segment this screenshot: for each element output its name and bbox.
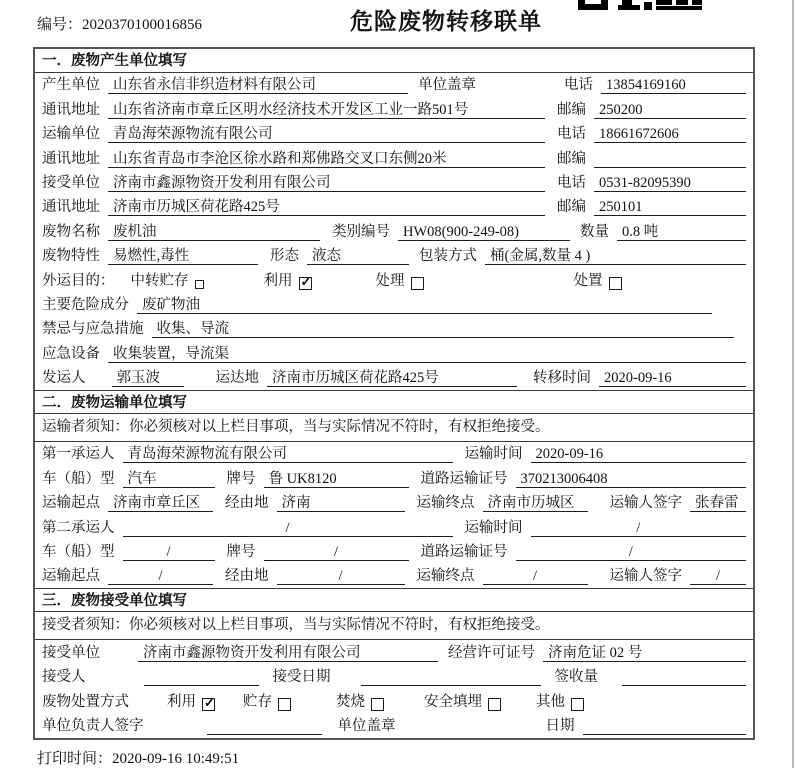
disposal-store-checkbox[interactable] [278, 698, 291, 711]
quantity-label: 数量 [580, 223, 609, 240]
receiver-notice: 接受者须知：你必须核对以上栏目事项，当与实际情况不符时，有权拒绝接受。 [35, 612, 753, 640]
via-label: 经由地 [225, 568, 269, 585]
second-route-row [35, 564, 753, 588]
second-transport-time-field: / [531, 519, 747, 537]
second-carrier-row [35, 515, 753, 539]
destination-label: 运达地 [215, 370, 259, 387]
emergency-equipment-row [35, 341, 753, 365]
accept-unit-label: 接受单位 [42, 644, 100, 661]
road-permit-label: 道路运输证号 [420, 544, 508, 561]
accept-unit-field: 济南市鑫源物资开发利用有限公司 [138, 644, 438, 662]
producer-address-row [35, 97, 753, 121]
receiver-row [35, 171, 753, 195]
receiver-address-row [35, 195, 753, 219]
second-plate-number-field: / [264, 543, 409, 561]
second-via-field: / [277, 567, 405, 585]
purpose-option-transfer [131, 272, 204, 290]
main-hazard-row [35, 293, 753, 317]
address-label: 通讯地址 [42, 199, 100, 216]
first-vehicle-type-field: 汽车 [123, 470, 215, 488]
origin-label: 运输起点 [42, 495, 100, 512]
disposal-option-store [243, 693, 291, 711]
transfer-time-field: 2020-09-16 [599, 369, 746, 387]
waste-name-row [35, 219, 753, 243]
date-label: 日期 [545, 717, 575, 734]
first-via-field: 济南 [277, 494, 405, 512]
producer-zip-field: 250200 [594, 101, 746, 119]
form-state-field: 液态 [307, 247, 409, 265]
transporter-address-row [35, 146, 753, 170]
purpose-dispose-checkbox[interactable] [609, 277, 622, 290]
phone-label: 电话 [557, 174, 586, 191]
disposal-use-checkbox[interactable] [202, 694, 215, 711]
waste-trait-label: 废物特性 [42, 248, 100, 265]
second-end-field: / [483, 567, 588, 585]
accept-date-label: 接受日期 [272, 669, 331, 686]
disposal-method-label: 废物处置方式 [42, 693, 129, 710]
disposal-option-other [536, 693, 584, 711]
consignor-row [35, 366, 753, 390]
transporter-notice: 运输者须知：你必须核对以上栏目事项，当与实际情况不符时，有权拒绝接受。 [35, 414, 753, 442]
second-carrier-field: / [123, 519, 453, 537]
second-carrier-sign-field: / [690, 567, 746, 585]
purpose-option-use [264, 272, 312, 290]
purpose-label: 外运目的： [42, 272, 115, 289]
amount-label: 签收量 [554, 669, 598, 686]
doc-number-label: 编号： [37, 17, 83, 33]
transport-time-label: 运输时间 [464, 519, 523, 536]
receiver-name-field: 济南市鑫源物资开发利用有限公司 [108, 174, 545, 192]
purpose-option-treat [376, 272, 424, 290]
form-state-label: 形态 [270, 248, 299, 265]
responsible-sign-field [207, 717, 322, 735]
section1-header: 一．废物产生单位填写 [35, 49, 753, 73]
first-carrier-sign-field: 张春雷 [690, 494, 746, 512]
first-carrier-field: 青岛海荣源物流有限公司 [123, 445, 453, 463]
main-hazard-field: 废矿物油 [137, 296, 712, 314]
transporter-zip-field [594, 150, 746, 168]
first-route-row [35, 491, 753, 515]
via-label: 经由地 [225, 495, 269, 512]
purpose-option-dispose [574, 272, 622, 290]
waste-name-label: 废物名称 [42, 223, 100, 240]
qr-code-fragment [578, 0, 702, 10]
second-origin-field: / [108, 567, 213, 585]
transport-purpose-row [35, 268, 753, 292]
packing-label: 包装方式 [419, 248, 477, 265]
producer-phone-field: 13854169160 [601, 76, 746, 94]
zip-label: 邮编 [557, 199, 586, 216]
second-vehicle-row [35, 540, 753, 564]
check-mark: ✓ [300, 273, 312, 289]
address-label: 通讯地址 [42, 101, 100, 118]
carrier-sign-label: 运输人签字 [609, 495, 682, 512]
doc-number-value: 2020370100016856 [82, 17, 203, 33]
unit-seal-label: 单位盖章 [337, 717, 396, 734]
first-vehicle-row [35, 466, 753, 490]
disposal-use-label: 利用 [167, 693, 196, 710]
purpose-use-checkbox[interactable] [299, 273, 312, 290]
recipient-label: 接受人 [42, 669, 86, 686]
receiver-zip-field: 250101 [594, 198, 746, 216]
main-hazard-label: 主要危险成分 [42, 296, 129, 313]
first-end-field: 济南市历城区 [483, 494, 588, 512]
license-label: 经营许可证号 [448, 644, 535, 661]
disposal-option-use [167, 693, 215, 711]
phone-label: 电话 [564, 77, 593, 94]
accept-date-field [361, 668, 541, 686]
taboo-measures-row [35, 317, 753, 341]
vehicle-type-label: 车（船）型 [42, 470, 115, 487]
road-permit-label: 道路运输证号 [420, 470, 508, 487]
disposal-burn-checkbox[interactable] [371, 698, 384, 711]
transporter-name-field: 青岛海荣源物流有限公司 [108, 125, 545, 143]
manifest-form [33, 47, 755, 740]
recipient-row [35, 665, 753, 689]
consignor-field: 郭玉波 [112, 369, 184, 387]
first-carrier-row [35, 442, 753, 466]
consignor-label: 发运人 [42, 370, 86, 387]
zip-label: 邮编 [557, 150, 586, 167]
print-time [37, 747, 239, 768]
first-carrier-label: 第一承运人 [42, 446, 115, 463]
transport-time-label: 运输时间 [464, 446, 523, 463]
accept-unit-row [35, 640, 753, 664]
first-plate-number-field: 鲁 UK8120 [264, 470, 409, 488]
origin-label: 运输起点 [42, 568, 100, 585]
transporter-row [35, 122, 753, 146]
first-origin-field: 济南市章丘区 [108, 494, 213, 512]
disposal-landfill-label: 安全填埋 [424, 693, 482, 710]
waste-trait-row [35, 244, 753, 268]
zip-label: 邮编 [557, 101, 586, 118]
disposal-other-label: 其他 [536, 693, 565, 710]
emergency-equipment-field: 收集装置，导流渠 [108, 345, 746, 363]
phone-label: 电话 [557, 126, 586, 143]
destination-field: 济南市历城区荷花路425号 [267, 369, 517, 387]
category-code-field: HW08(900-249-08) [398, 223, 570, 241]
packing-field: 桶(金属,数量 4 ) [485, 247, 746, 265]
category-code-label: 类别编号 [332, 223, 390, 240]
print-time-label: 打印时间： [37, 751, 113, 767]
address-label: 通讯地址 [42, 150, 100, 167]
transporter-phone-field: 18661672606 [594, 125, 746, 143]
amount-field [622, 668, 746, 686]
second-vehicle-type-field: / [123, 543, 215, 561]
section2-header: 二．废物运输单位填写 [35, 390, 753, 414]
producer-address-field: 山东省济南市章丘区明水经济技术开发区工业一路501号 [108, 101, 545, 119]
responsible-sign-row [35, 714, 753, 738]
second-road-permit-field: / [516, 543, 747, 561]
print-time-value: 2020-09-16 10:49:51 [112, 751, 240, 767]
disposal-store-label: 贮存 [243, 693, 272, 710]
end-label: 运输终点 [416, 495, 475, 512]
transporter-address-field: 山东省青岛市李沧区徐水路和郑佛路交叉口东侧20米 [108, 150, 545, 168]
page-title: 危险废物转移联单 [350, 9, 542, 34]
waste-trait-field: 易燃性,毒性 [108, 247, 258, 265]
producer-name-field: 山东省永信非织造材料有限公司 [108, 76, 408, 94]
plate-number-label: 牌号 [226, 470, 256, 487]
unit-seal-label: 单位盖章 [418, 77, 476, 94]
plate-number-label: 牌号 [226, 544, 256, 561]
check-mark: ✓ [204, 694, 215, 710]
disposal-option-burn [336, 693, 384, 711]
emergency-equipment-label: 应急设备 [42, 345, 100, 362]
first-road-permit-field: 370213006408 [516, 470, 747, 488]
producer-label: 产生单位 [42, 77, 100, 94]
license-field: 济南危证 02 号 [543, 644, 746, 662]
first-transport-time-field: 2020-09-16 [531, 445, 747, 463]
disposal-landfill-checkbox[interactable] [488, 698, 501, 711]
end-label: 运输终点 [416, 568, 475, 585]
date-field [583, 717, 747, 735]
waste-name-field: 废机油 [108, 223, 320, 241]
responsible-sign-label: 单位负责人签字 [42, 717, 144, 734]
transfer-time-label: 转移时间 [533, 370, 591, 387]
receiver-phone-field: 0531-82095390 [594, 174, 746, 192]
recipient-field [144, 668, 259, 686]
transporter-label: 运输单位 [42, 126, 100, 143]
disposal-option-landfill [424, 693, 501, 711]
carrier-sign-label: 运输人签字 [609, 568, 682, 585]
disposal-other-checkbox[interactable] [571, 698, 584, 711]
disposal-burn-label: 焚烧 [336, 693, 365, 710]
disposal-method-row [35, 689, 753, 713]
section3-header: 三．废物接受单位填写 [35, 588, 753, 612]
purpose-transfer-label: 中转贮存 [130, 272, 189, 289]
taboo-measures-label: 禁忌与应急措施 [42, 321, 144, 338]
purpose-transfer-checkbox[interactable] [195, 280, 204, 289]
purpose-use-label: 利用 [263, 272, 293, 289]
page-edge-line [792, 0, 794, 768]
purpose-treat-label: 处理 [375, 272, 405, 289]
second-carrier-label: 第二承运人 [42, 519, 115, 536]
purpose-treat-checkbox[interactable] [411, 277, 424, 290]
purpose-dispose-label: 处置 [573, 272, 603, 289]
producer-row [35, 73, 753, 97]
vehicle-type-label: 车（船）型 [42, 544, 115, 561]
receiver-label: 接受单位 [42, 174, 100, 191]
receiver-address-field: 济南市历城区荷花路425号 [108, 198, 545, 216]
quantity-field: 0.8 吨 [617, 223, 746, 241]
taboo-measures-field: 收集、导流 [152, 320, 735, 338]
